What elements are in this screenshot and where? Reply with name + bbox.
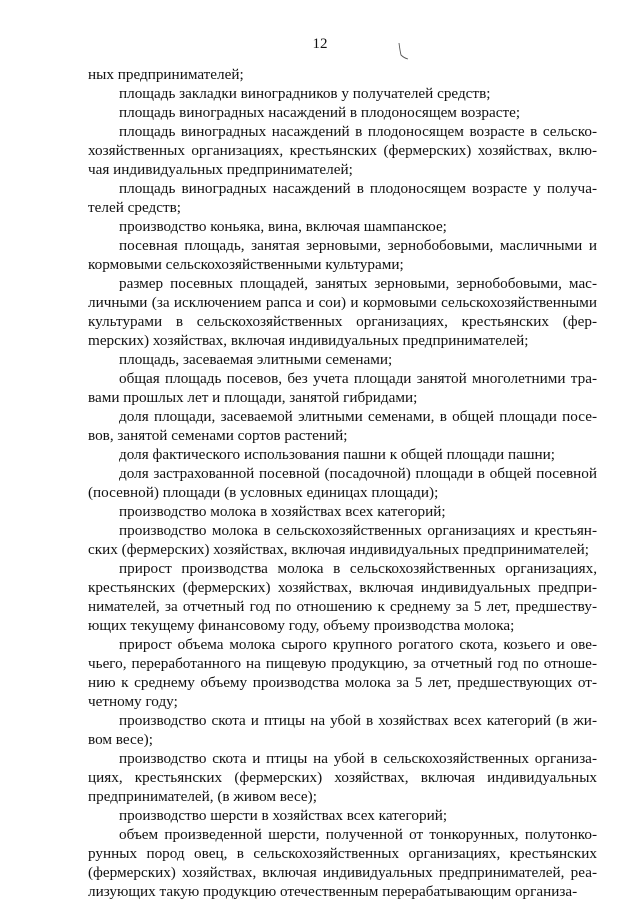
paragraph: прирост объема молока сырого крупного рогатого скота, козьего и овечьего, переработанного на пищевую продукцию, за отчетный год по отношению к среднему объему производства молока за 5 лет, предшествующих отчетному году; — [88, 636, 597, 710]
paragraph: доля площади, засеваемой элитными семенами, в общей площади посевов, занятой семенами сортов растений; — [88, 408, 597, 444]
scan-mark — [397, 42, 409, 60]
paragraph: площадь, засеваемая элитными семенами; — [119, 351, 393, 368]
paragraph: производство скота и птицы на убой в хозяйствах всех категорий (в живом весе); — [88, 712, 597, 748]
paragraph: посевная площадь, занятая зерновыми, зернобобовыми, масличными и кормовыми сельскохозяйственными культурами; — [88, 237, 597, 273]
paragraph: производство шерсти в хозяйствах всех категорий; — [119, 807, 448, 824]
paragraph: площадь виноградных насаждений в плодоносящем возрасте в сельскохозяйственных организациях, крестьянских (фермерских) хозяйствах, включая индивидуальных предпринимателей; — [88, 123, 597, 178]
paragraph: размер посевных площадей, занятых зерновыми, зернобобовыми, масличными (за исключением рапса и сои) и кормовыми сельскохозяйственными культурами в сельскохозяйственных организациях, крестьянских (ферmерских) хозяйствах, включая индивидуальных предпринимателей; — [88, 275, 597, 349]
paragraph: производство молока в хозяйствах всех категорий; — [119, 503, 446, 520]
paragraph: площадь виноградных насаждений в плодоносящем возрасте у получателей средств; — [88, 180, 597, 216]
paragraph: ных предпринимателей; — [88, 66, 244, 83]
paragraph: общая площадь посевов, без учета площади занятой многолетними травами прошлых лет и площади, занятой гибридами; — [88, 370, 597, 406]
paragraph: площадь закладки виноградников у получателей средств; — [119, 85, 491, 102]
paragraph: площадь виноградных насаждений в плодоносящем возрасте; — [119, 104, 521, 121]
paragraph: объем произведенной шерсти, полученной от тонкорунных, полутонкорунных пород овец, в сельскохозяйственных организациях, крестьянских (фермерских) хозяйствах, включая индивидуальных предпринимателей, реализующих такую продукцию отечественным перерабатывающим организа- — [88, 826, 597, 900]
document-body — [88, 65, 597, 901]
paragraph: доля фактического использования пашни к общей площади пашни; — [119, 446, 555, 463]
paragraph: производство скота и птицы на убой в сельскохозяйственных организациях, крестьянских (фермерских) хозяйствах, включая индивидуальных предпринимателей, (в живом весе); — [88, 750, 597, 805]
paragraph: производство коньяка, вина, включая шампанское; — [119, 218, 447, 235]
paragraph: прирост производства молока в сельскохозяйственных организациях, крестьянских (фермерских) хозяйствах, включая индивидуальных предпринимателей, за отчетный год по отношению к среднему за 5 лет, предшествующих текущему финансовому году, объему производства молока; — [88, 560, 597, 634]
page-number: 12 — [312, 36, 328, 52]
paragraph: доля застрахованной посевной (посадочной) площади в общей посевной (посевной) площади (в условных единицах площади); — [88, 465, 597, 501]
paragraph: производство молока в сельскохозяйственных организациях и крестьянских (фермерских) хозяйствах, включая индивидуальных предпринимателей; — [88, 522, 597, 558]
